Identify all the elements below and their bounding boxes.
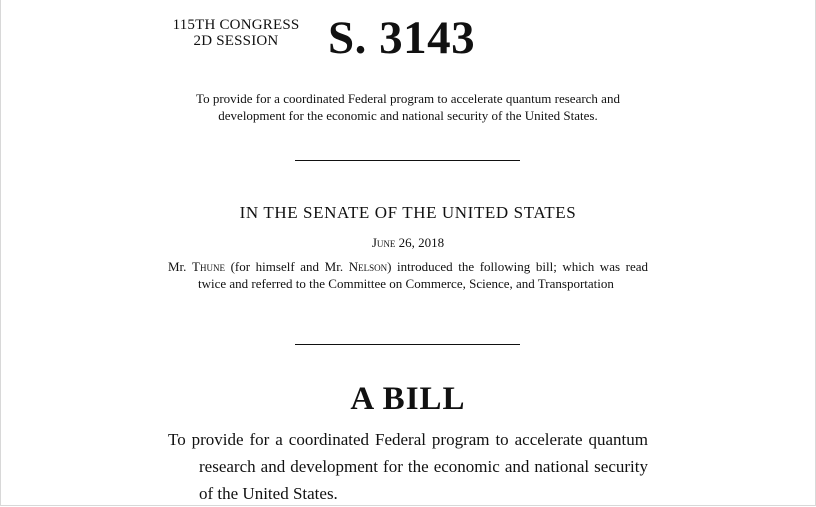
bill-purpose: To provide for a coordinated Federal program to accelerate quantum research and development for the economic and national security of the United States. [168, 430, 648, 503]
introduction-date: June 26, 2018 [371, 235, 445, 250]
session-label: 2D SESSION [193, 33, 279, 49]
intro-rest: ) introduced the following bill; which was read twice and referred to the Committee on Commerce, Science, and Transportation [198, 259, 648, 291]
congress-session-block [166, 17, 306, 49]
intro-prefix: Mr. [168, 259, 193, 274]
cosponsor-name: Nelson [348, 259, 388, 274]
divider-rule-top [295, 160, 520, 161]
congress-label: 115TH CONGRESS [172, 17, 300, 33]
chamber-heading: IN THE SENATE OF THE UNITED STATES [239, 203, 577, 222]
bill-number: S. 3143 [328, 12, 476, 64]
intro-middle: (for himself and Mr. [224, 259, 349, 274]
bill-summary: To provide for a coordinated Federal program to accelerate quantum research and development for the economic and national security of the United States. [196, 91, 620, 123]
introduction-statement [168, 258, 648, 292]
sponsor-name: Thune [192, 259, 225, 274]
divider-rule-bottom [295, 344, 520, 345]
bill-label: A BILL [350, 381, 466, 417]
